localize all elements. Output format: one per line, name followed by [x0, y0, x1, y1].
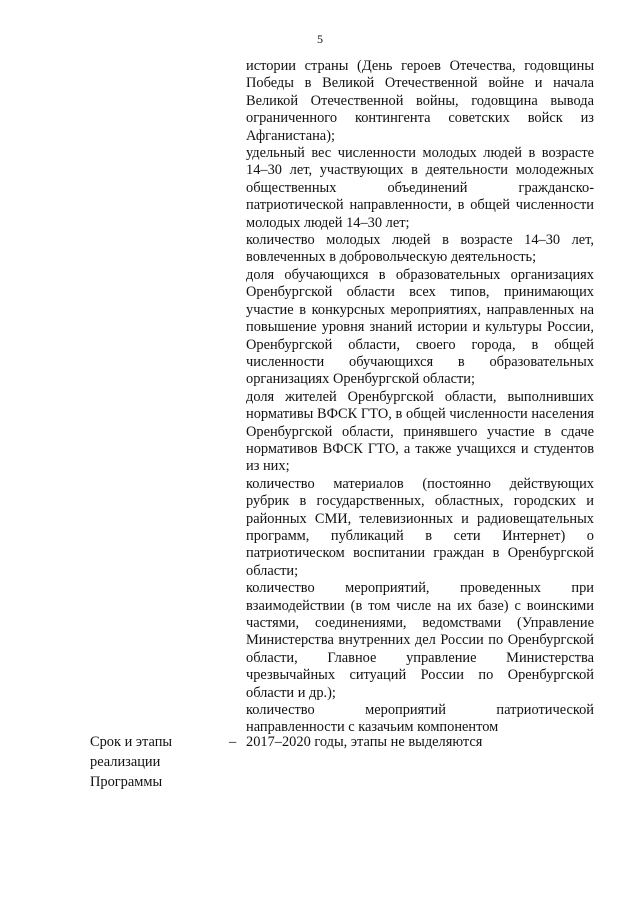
terms-label-line: Срок и этапы [90, 734, 173, 750]
indicator-item: количество мероприятий патриотической направленности с казачьим компонентом [246, 702, 594, 736]
terms-section-label [90, 732, 172, 792]
terms-label-line: реализации [90, 754, 161, 770]
page-number: 5 [317, 32, 323, 46]
indicator-item: количество мероприятий, проведенных при взаимодействии (в том числе на их базе) с воинскими частями, соединениями, ведомствами (Управление Министерства внутренних дел России по Оренбургской области, Главное управление Министерства чрезвычайных ситуаций России по Оренбургской области и др.); [246, 580, 594, 701]
indicator-item: количество материалов (постоянно действующих рубрик в государственных, областных, городских и районных СМИ, телевизионных и радиовещательных программ, публикаций в сети Интернет) о патриотическом воспитании граждан в Оренбургской области; [246, 475, 594, 579]
indicator-item: удельный вес численности молодых людей в возрасте 14–30 лет, участвующих в деятельности молодежных общественных объединений гражданско-патриотической направленности, в общей численности молодых людей 14–30 лет; [246, 145, 594, 231]
indicators-list [246, 58, 594, 737]
terms-dash: – [229, 734, 237, 750]
indicator-item: количество молодых людей в возрасте 14–30 лет, вовлеченных в добровольческую деятельность; [246, 232, 594, 266]
indicator-item: доля жителей Оренбургской области, выполнивших нормативы ВФСК ГТО, в общей численности населения Оренбургской области, принявшего участие в сдаче нормативов ВФСК ГТО, а также учащихся и студентов из них; [246, 388, 594, 475]
terms-value: 2017–2020 годы, этапы не выделяются [246, 734, 483, 750]
indicator-item: доля обучающихся в образовательных организациях Оренбургской области всех типов, принимающих участие в конкурсных мероприятиях, направленных на повышение уровня знаний истории и культуры России, Оренбургской области, своего города, в общей численности обучающихся в образовательных организациях Оренбургской области; [246, 266, 594, 388]
terms-label-line: Программы [90, 774, 163, 790]
indicator-item: истории страны (День героев Отечества, годовщины Победы в Великой Отечественной войне и начала Великой Отечественной войны, годовщина вывода ограниченного контингента советских войск из Афганистана); [246, 58, 594, 144]
